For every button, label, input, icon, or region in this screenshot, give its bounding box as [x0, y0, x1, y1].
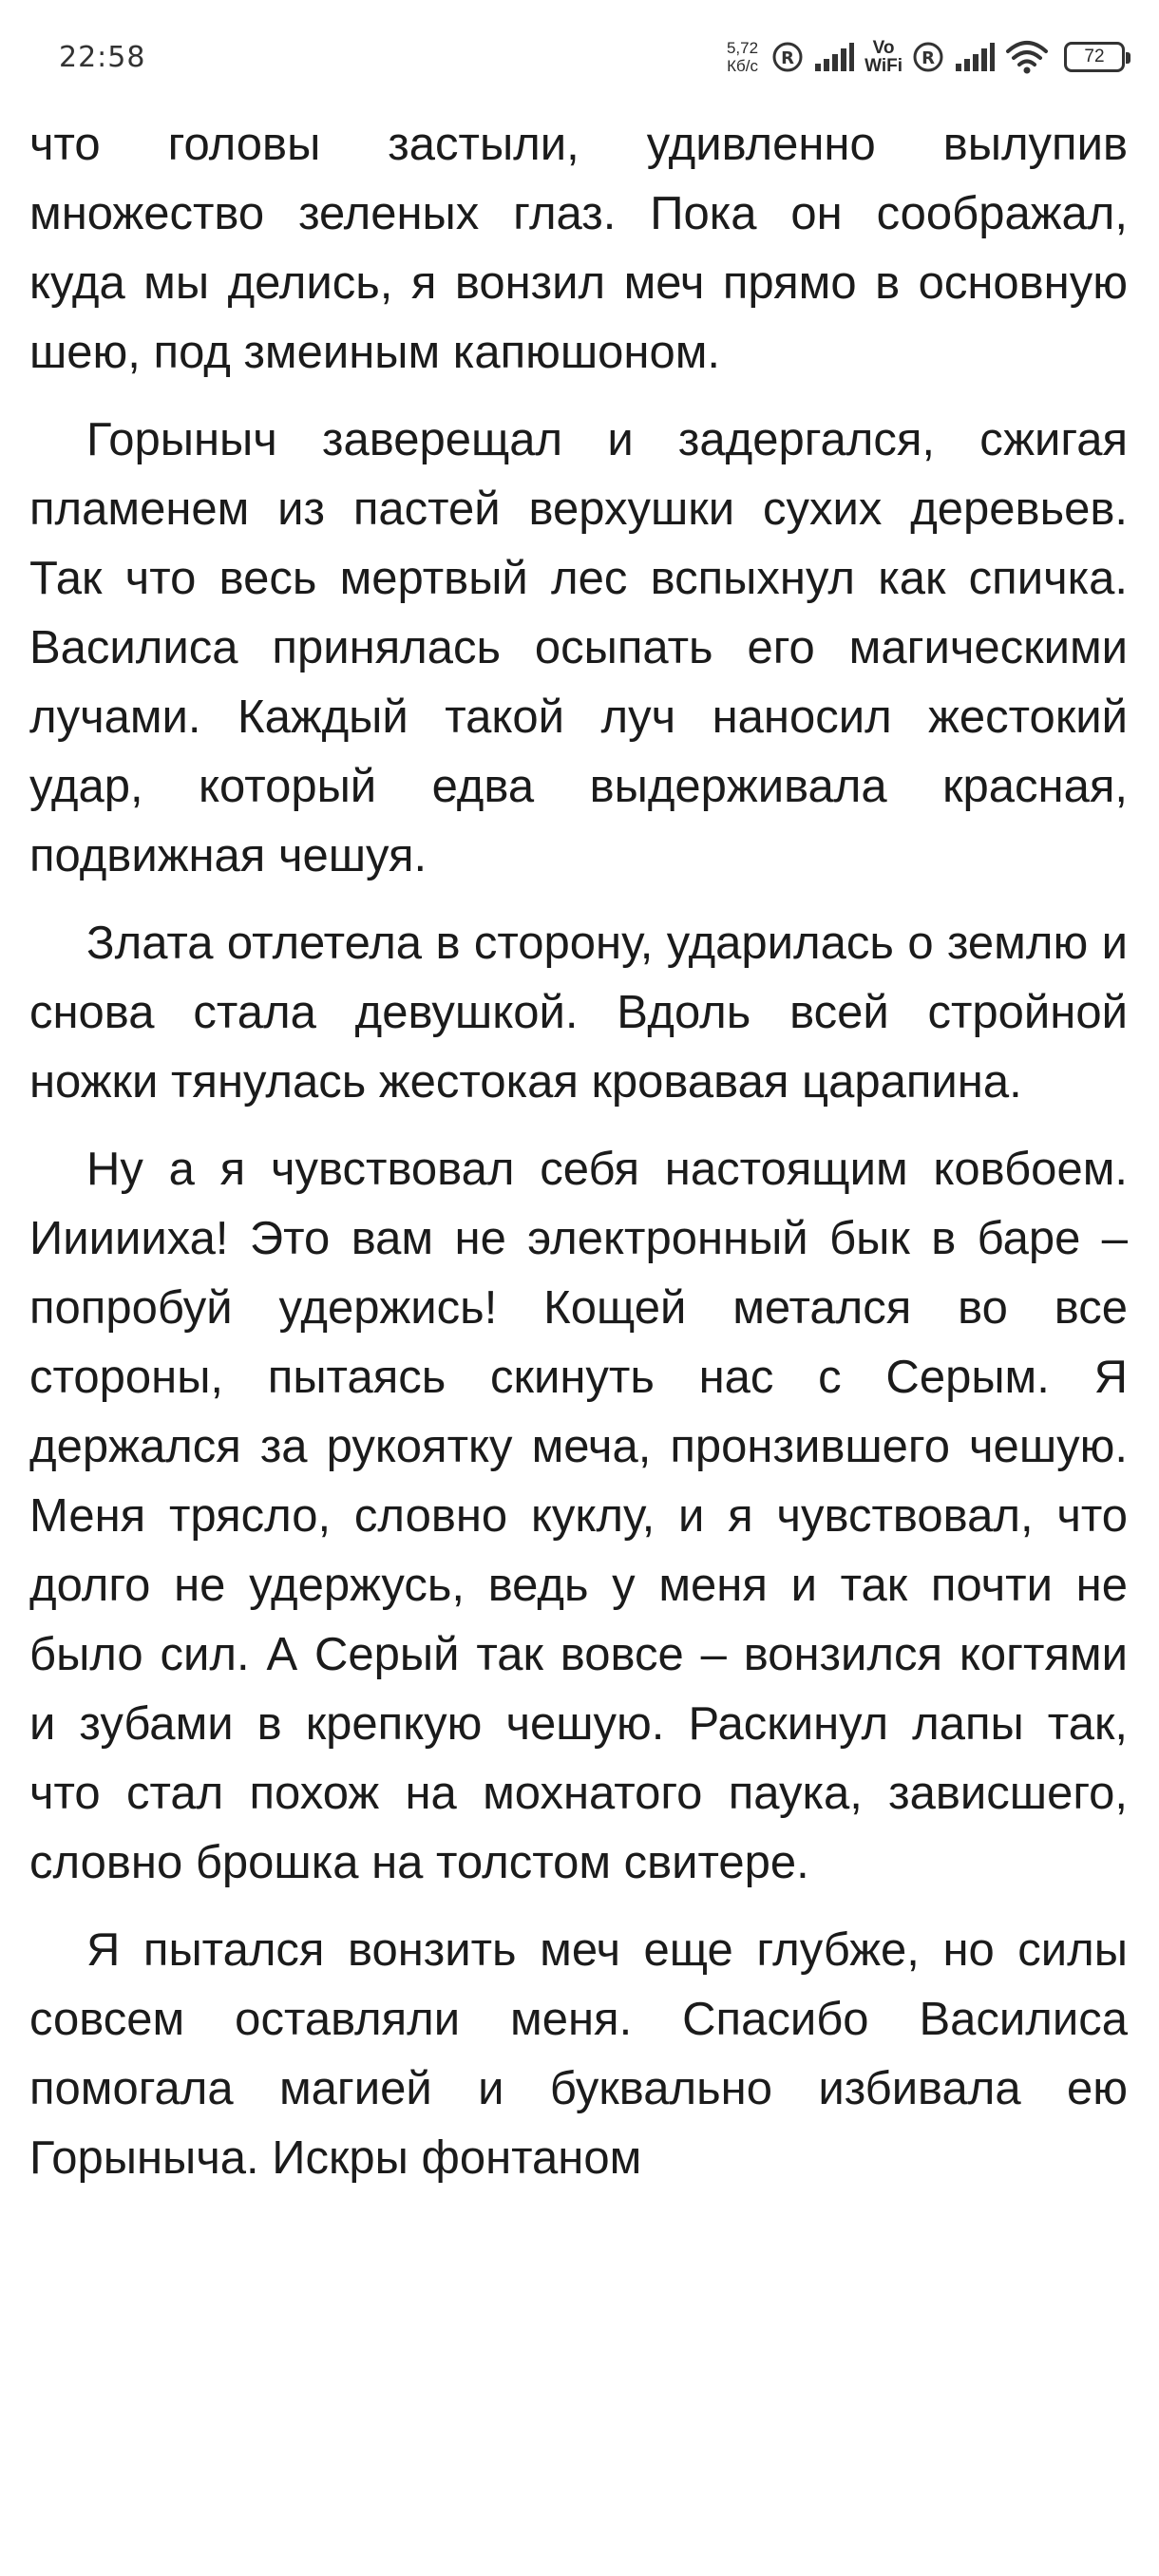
network-speed-value: 5,72: [726, 39, 759, 57]
paragraph: Я пытался вонзить меч еще глубже, но силы совсем оставляли меня. Спасибо Василиса помогала магией и буквально избивала ею Горыныча. Искры фонтаном: [29, 1924, 1128, 2184]
reader-content: [29, 110, 1128, 2193]
network-speed: [727, 39, 758, 75]
battery-level: 72: [1084, 47, 1105, 66]
paragraph: Горыныч заверещал и задергался, сжигая пламенем из пастей верхушки сухих деревьев. Так что весь мертвый лес вспыхнул как спичка. Василиса принялась осыпать его магическими лучами. Каждый такой луч наносил жестокий удар, который едва выдерживала красная, подвижная чешуя.: [29, 414, 1128, 881]
battery-icon: [1064, 42, 1125, 72]
vowifi-icon: [864, 39, 902, 75]
signal-icon: [954, 41, 996, 73]
status-time: 22:58: [59, 40, 146, 74]
svg-text:R: R: [781, 48, 794, 68]
vowifi-bottom: WiFi: [864, 56, 902, 76]
network-speed-unit: Кб/с: [727, 57, 758, 75]
vowifi-top: Vo: [872, 38, 895, 58]
status-bar: [0, 0, 1159, 114]
wifi-icon: [1005, 40, 1049, 74]
signal-icon: [813, 41, 855, 73]
registered-icon: [912, 41, 944, 73]
paragraph: что головы застыли, удивленно вылупив множество зеленых глаз. Пока он соображал, куда мы делись, я вонзил меч прямо в основную шею, под змеиным капюшоном.: [29, 119, 1128, 378]
svg-text:R: R: [922, 48, 935, 68]
status-icons: [727, 39, 1125, 75]
paragraph: Злата отлетела в сторону, ударилась о землю и снова стала девушкой. Вдоль всей стройной ножки тянулась жестокая кровавая царапина.: [29, 918, 1128, 1108]
paragraph: Ну а я чувствовал себя настоящим ковбоем. Иииииха! Это вам не электронный бык в баре – попробуй удержись! Кощей метался во все стороны, пытаясь скинуть нас с Серым. Я держался за рукоятку меча, пронзившего чешую. Меня трясло, словно куклу, и я чувствовал, что долго не удержусь, ведь у меня и так почти не было сил. А Серый так вовсе – вонзился когтями и зубами в крепкую чешую. Раскинул лапы так, что стал похож на мохнатого паука, зависшего, словно брошка на толстом свитере.: [29, 1144, 1128, 1888]
registered-icon: [771, 41, 804, 73]
